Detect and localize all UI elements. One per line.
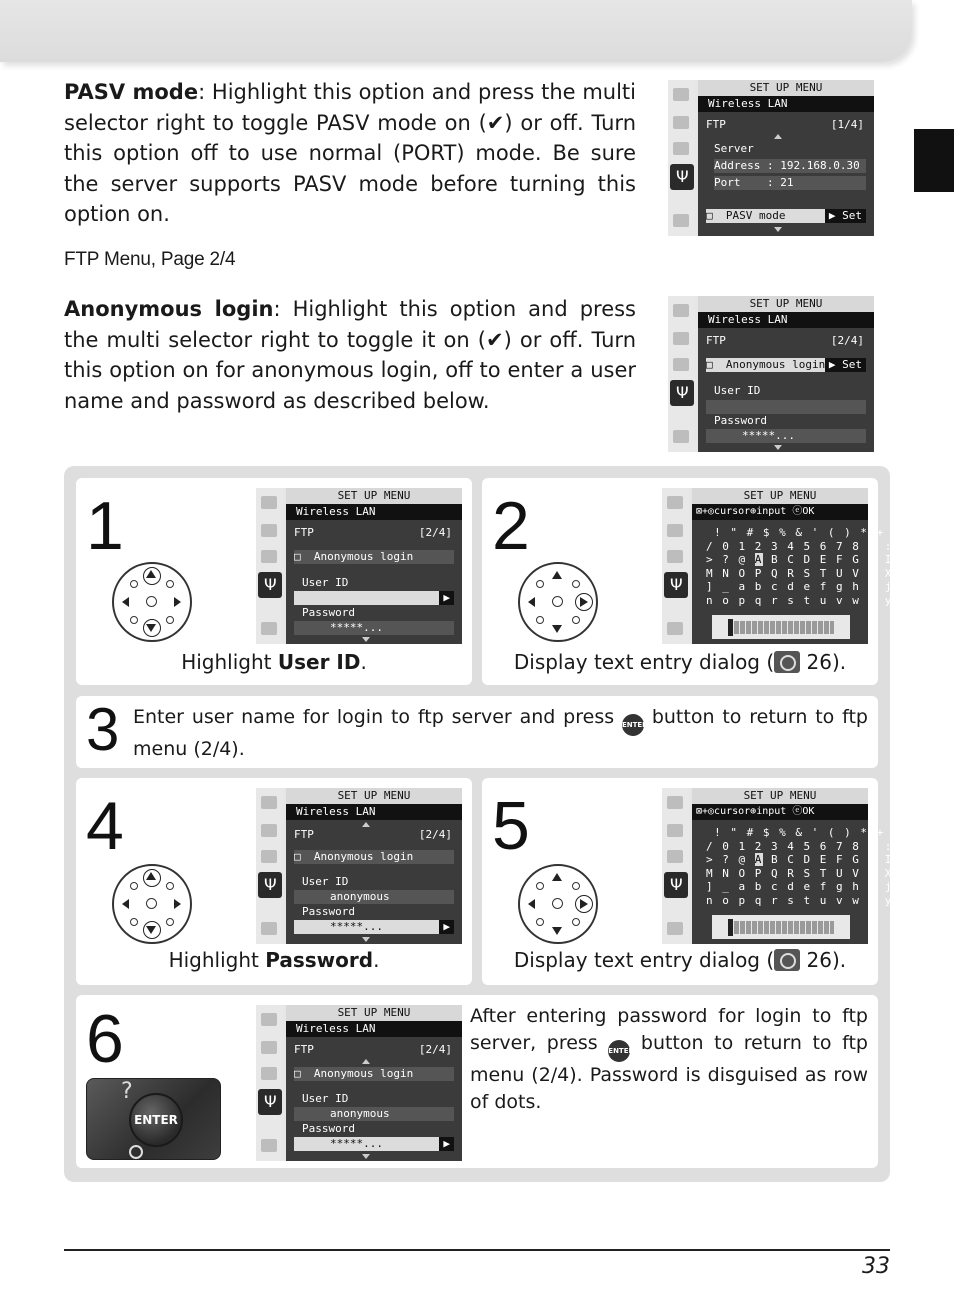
ftp-label-row [294,828,454,842]
password-value: *****... [330,920,383,933]
user-id-label: User ID [302,576,349,589]
lcd-display [698,80,874,236]
caption-bold: User ID [277,650,361,674]
menu-title: SET UP MENU [692,488,868,504]
lcd-display [286,788,462,944]
caption-text: Display text entry dialog ( [513,650,775,674]
user-id-field [294,890,454,904]
list-icon [261,622,277,635]
left-arrow-icon [528,597,535,607]
left-arrow-icon [122,597,129,607]
wireless-lan-title: Wireless LAN [698,96,874,112]
lcd-display [692,488,942,644]
user-id-label: User ID [302,1092,349,1105]
text-entry-field[interactable] [712,915,850,939]
user-id-value: anonymous [330,1107,390,1120]
step-number: 6 [86,1001,124,1077]
page-indicator: [2/4] [830,334,864,347]
play-arrow: ▶ [439,1137,454,1151]
wrench-icon [258,572,282,598]
scroll-down-arrow [774,227,782,232]
step-number: 5 [492,788,530,864]
pad-dot [572,616,580,624]
text-entry-field[interactable] [712,615,850,639]
anonymous-login-row: □ Anonymous login [294,1067,454,1081]
set-button: ▶ Set [825,358,866,372]
char-row: ] _ a b c d e f g h i j k l m [706,580,942,593]
caption-text: Highlight [181,650,278,674]
anonymous-term: Anonymous login [64,297,274,321]
character-grid[interactable] [706,526,942,607]
multi-selector-up-down [112,562,192,642]
step-4-caption [76,948,472,972]
multi-selector-right [518,864,598,944]
step-1-caption [76,650,472,674]
char-run: B C D E F G H I J K L [762,853,942,866]
wrench-icon [664,872,688,898]
playback-icon [667,496,683,509]
playback-icon [673,88,689,101]
pencil-icon [673,142,689,155]
ftp-label: FTP [294,526,314,539]
pad-dot [166,882,174,890]
step-3 [76,696,878,768]
step-6-text [470,1003,868,1116]
pad-dot [166,580,174,588]
pad-dot [572,882,580,890]
address-row: Address : 192.168.0.30 [714,159,866,173]
password-field[interactable] [294,920,454,934]
list-icon [673,430,689,443]
caption-end: 26). [800,650,847,674]
password-value: *****... [742,429,795,442]
enter-button-icon: ENTER [608,1040,630,1062]
step-number: 3 [86,696,120,763]
ftp-label: FTP [294,828,314,841]
multi-selector-right [518,562,598,642]
header-band [0,0,912,62]
up-arrow-icon [552,873,562,881]
password-field [294,621,454,635]
screen-password-filled [256,1005,462,1161]
pad-dot [130,580,138,588]
enter-button-icon: ENTER [622,714,644,736]
camera-icon [261,524,277,537]
char-run: B C D E F G H I J K L [762,553,942,566]
text-cursor [728,619,733,636]
playback-icon [261,1013,277,1026]
port-row: Port : 21 [714,176,866,190]
screen-text-entry [662,488,942,644]
right-arrow-icon [174,597,181,607]
list-icon [261,1139,277,1152]
pad-dot [536,580,544,588]
char-row: n o p q r s t u v w x y z { } [706,593,942,607]
user-id-field [294,1107,454,1121]
subheading: FTP Menu, Page 2/4 [64,249,236,270]
wireless-lan-title: Wireless LAN [286,1021,462,1037]
camera-icon [667,824,683,837]
step-3-text-end: button to return to ftp menu (2/4). [133,706,868,760]
user-id-field[interactable] [294,591,454,605]
caption-bold: Password [265,948,374,972]
page-number: 33 [862,1254,890,1279]
pad-dot [572,918,580,926]
menu-sidebar [668,296,695,452]
char-highlight: A [754,553,763,566]
step-2 [482,478,942,685]
step-number: 4 [86,788,124,864]
char-highlight: A [754,853,763,866]
menu-sidebar [256,488,283,644]
lcd-display [286,488,462,644]
step-1 [76,478,472,685]
right-arrow-icon [580,899,588,909]
menu-sidebar [256,1005,283,1161]
list-icon [261,922,277,935]
chapter-tab [914,129,954,192]
screen-user-id [256,488,462,644]
pencil-icon [667,850,683,863]
pasv-mode-row[interactable] [706,209,866,223]
menu-title: SET UP MENU [698,296,874,312]
down-arrow-icon [146,624,156,632]
char-run: > ? @ [706,853,755,866]
pad-dot [166,918,174,926]
page-indicator: [1/4] [830,118,864,131]
playback-icon [261,496,277,509]
help-glyph: ? [121,1079,133,1104]
pad-center [552,596,563,607]
pencil-icon [261,550,277,563]
text-cursor [728,919,733,936]
step-3-text-start: Enter user name for login to ftp server and press [133,706,622,728]
wrench-icon [670,380,694,406]
anonymous-login-row: □ Anonymous login [294,550,454,564]
menu-title: SET UP MENU [286,488,462,504]
scroll-down-arrow [774,445,782,450]
step-4 [76,778,472,985]
password-label: Password [302,905,355,918]
step-2-caption [482,650,878,674]
scroll-down-arrow [362,637,370,642]
character-grid[interactable] [706,826,942,907]
pencil-icon [261,850,277,863]
caption-end: . [373,948,380,972]
pasv-paragraph [64,77,636,230]
pad-dot [130,882,138,890]
ftp-label-row [294,1043,454,1057]
step-number: 1 [86,488,124,564]
screen-text-entry [662,788,942,944]
ftp-label-row [706,118,866,132]
camera-icon [667,524,683,537]
menu-title: SET UP MENU [286,788,462,804]
up-arrow-icon [552,571,562,579]
pad-dot [130,616,138,624]
down-arrow-icon [552,927,562,935]
list-icon [673,214,689,227]
camera-icon [673,116,689,129]
caption-text: Display text entry dialog ( [513,948,775,972]
camera-icon [261,824,277,837]
right-arrow-icon [174,899,181,909]
char-row: n o p q r s t u v w x y z { } [706,893,942,907]
screen-ftp-page2-anon [668,296,874,452]
scroll-up-arrow [362,1059,370,1064]
caption-end: 26). [800,948,847,972]
playback-icon [261,796,277,809]
user-id-value: anonymous [330,890,390,903]
anonymous-paragraph [64,294,636,416]
char-row: ! " # $ % & ' ( ) * + , - . [706,526,934,539]
pad-dot [572,580,580,588]
steps-panel [64,466,942,1182]
playback-icon [667,796,683,809]
pad-dot [536,882,544,890]
right-arrow-icon [580,597,588,607]
list-icon [667,622,683,635]
menu-sidebar [662,488,689,644]
password-label: Password [302,1122,355,1135]
footer-rule [64,1249,890,1251]
char-row: / 0 1 2 3 4 5 6 7 8 9 : ; < = [706,539,942,553]
step-number: 2 [492,488,530,564]
anonymous-login-row: □ Anonymous login [294,850,454,864]
wrench-icon [664,572,688,598]
pad-dot [166,616,174,624]
pad-center [146,898,157,909]
enter-button-photo [86,1078,221,1160]
char-row: M N O P Q R S T U V W X Y Z [ [706,866,942,880]
left-arrow-icon [122,899,129,909]
play-arrow: ▶ [439,920,454,934]
password-label: Password [302,606,355,619]
reference-icon [774,949,800,971]
wireless-lan-title: Wireless LAN [286,504,462,520]
lcd-display [698,296,874,452]
password-label: Password [714,414,767,427]
caption-text: Highlight [168,948,266,972]
pasv-text: : Highlight this option and press the multi selector right to toggle PASV mode on (✔) or off. Turn this option off to use normal (PORT) mode. Be sure the server supports PASV mode before turning this option on. [64,80,636,226]
step-5 [482,778,942,985]
up-arrow-icon [146,872,156,880]
pencil-icon [673,358,689,371]
play-arrow: ▶ [439,591,454,605]
down-arrow-icon [552,625,562,633]
wireless-lan-title: Wireless LAN [698,312,874,328]
pad-dot [536,616,544,624]
ftp-label-row [294,526,454,540]
protect-icon [129,1145,143,1159]
set-button: ▶ Set [825,209,866,223]
scroll-up-arrow [774,134,782,139]
text-entry-help: ⊠+◎cursor⊕input ⓔOK [692,804,868,820]
user-id-label: User ID [714,384,761,397]
password-value: *****... [330,621,383,634]
wrench-icon [670,164,694,190]
reference-icon [774,651,800,673]
ftp-label: FTP [706,118,726,131]
anonymous-login-row[interactable] [706,358,866,372]
user-id-field [706,400,866,414]
step-5-caption [482,948,878,972]
menu-title: SET UP MENU [286,1005,462,1021]
password-value: *****... [330,1137,383,1150]
pad-dot [130,918,138,926]
down-arrow-icon [146,926,156,934]
char-row: ] _ a b c d e f g h i j k l m [706,880,942,893]
multi-selector-up-down [112,864,192,944]
screen-ftp-page1 [668,80,874,236]
anonymous-login-label: □ Anonymous login [706,358,826,371]
menu-title: SET UP MENU [698,80,874,96]
wrench-icon [258,872,282,898]
pad-dot [536,918,544,926]
step-6-text-start: After entering password for login to ftp server, press [470,1005,868,1054]
char-row [706,853,942,867]
scroll-up-arrow [362,822,370,827]
ftp-label-row [706,334,866,348]
pad-center [552,898,563,909]
scroll-down-arrow [362,1154,370,1159]
step-6-text-end: button to return to ftp menu (2/4). Password is disguised as row of dots. [470,1032,868,1113]
step-3-text [133,704,868,763]
menu-sidebar [662,788,689,944]
camera-icon [673,332,689,345]
password-field[interactable] [294,1137,454,1151]
char-row: ! " # $ % & ' ( ) * + , - . [706,826,934,839]
playback-icon [673,304,689,317]
server-label: Server [714,142,754,155]
char-row: M N O P Q R S T U V W X Y Z [ [706,566,942,580]
pencil-icon [261,1067,277,1080]
ftp-label: FTP [706,334,726,347]
wrench-icon [258,1089,282,1115]
password-field [706,429,866,443]
ftp-label: FTP [294,1043,314,1056]
menu-sidebar [256,788,283,944]
up-arrow-icon [146,570,156,578]
wireless-lan-title: Wireless LAN [286,804,462,820]
page-indicator: [2/4] [418,828,452,841]
char-row [706,553,942,567]
menu-sidebar [668,80,695,236]
enter-button[interactable]: ENTER [129,1093,183,1147]
left-arrow-icon [528,899,535,909]
anonymous-text: : Highlight this option and press the multi selector right to toggle it on (✔) or off. Turn this option on for anonymous login, off to enter a user name and password as described below. [64,297,637,413]
caption-end: . [360,650,367,674]
user-id-label: User ID [302,875,349,888]
text-entry-help: ⊠+◎cursor⊕input ⓔOK [692,504,868,520]
lcd-display [286,1005,462,1161]
page-indicator: [2/4] [418,1043,452,1056]
list-icon [667,922,683,935]
char-row: / 0 1 2 3 4 5 6 7 8 9 : ; < = [706,839,942,853]
scroll-down-arrow [362,937,370,942]
pad-center [146,596,157,607]
pasv-mode-label: □ PASV mode [706,209,786,222]
char-run: > ? @ [706,553,755,566]
screen-password [256,788,462,944]
pencil-icon [667,550,683,563]
pasv-term: PASV mode [64,80,199,104]
page-indicator: [2/4] [418,526,452,539]
lcd-display [692,788,942,944]
camera-icon [261,1041,277,1054]
menu-title: SET UP MENU [692,788,868,804]
